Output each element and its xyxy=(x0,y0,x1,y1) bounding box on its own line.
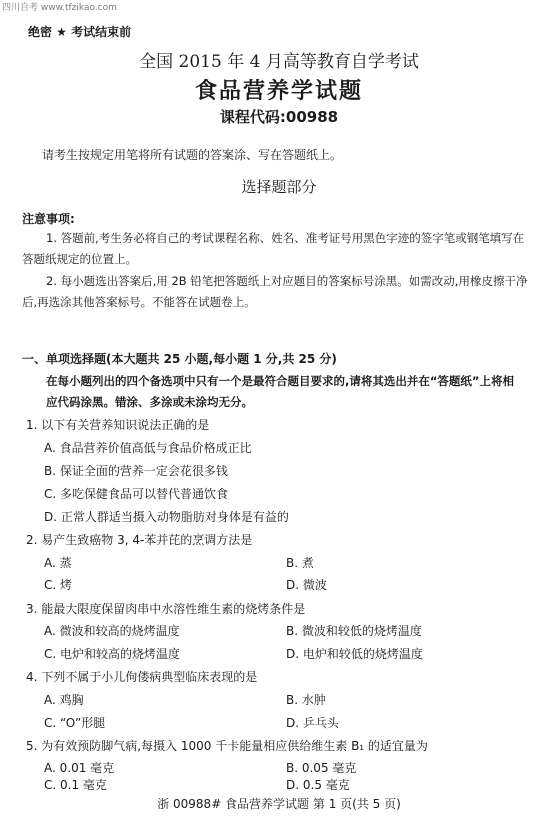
answer-option: C. 0.1 毫克 xyxy=(44,778,107,792)
general-instruction: 请考生按规定用笔将所有试题的答案涂、写在答题纸上。 xyxy=(42,148,343,162)
answer-option: C. 多吃保健食品可以替代普通饮食 xyxy=(44,487,229,501)
answer-option: D. 微波 xyxy=(286,578,327,592)
course-code: 课程代码:00988 xyxy=(219,108,339,126)
question-stem: 2. 易产生致癌物 3, 4-苯并芘的烹调方法是 xyxy=(26,533,253,547)
answer-option: B. 保证全面的营养一定会花很多钱 xyxy=(44,464,228,478)
answer-option: B. 水肿 xyxy=(286,693,326,707)
page-footer: 浙 00988# 食品营养学试题 第 1 页(共 5 页) xyxy=(157,797,401,811)
part-description: 在每小题列出的四个备选项中只有一个是最符合题目要求的,请将其选出并在“答题纸”上将相应代码涂黑。错涂、多涂或未涂均无分。 xyxy=(46,374,514,409)
answer-option: A. 微波和较高的烧烤温度 xyxy=(44,624,180,638)
section-title: 选择题部分 xyxy=(241,178,317,196)
answer-option: B. 0.05 毫克 xyxy=(286,761,357,775)
answer-option: B. 微波和较低的烧烤温度 xyxy=(286,624,422,638)
answer-option: A. 蒸 xyxy=(44,556,72,570)
question-stem: 1. 以下有关营养知识说法正确的是 xyxy=(26,418,210,432)
question-stem: 5. 为有效预防脚气病,每摄入 1000 千卡能量相应供给维生素 B₁ 的适宜量为 xyxy=(26,739,428,753)
answer-option: D. 0.5 毫克 xyxy=(286,778,350,792)
answer-option: D. 正常人群适当摄入动物脂肪对身体是有益的 xyxy=(44,510,289,524)
watermark-text: 四川自考 www.tfzikao.com xyxy=(2,3,117,13)
answer-option: C. 烤 xyxy=(44,578,73,592)
subject-title: 食品营养学试题 xyxy=(194,79,363,104)
answer-option: C. 电炉和较高的烧烤温度 xyxy=(44,647,181,661)
notes-heading: 注意事项: xyxy=(22,212,75,226)
question-stem: 4. 下列不属于小儿佝偻病典型临床表现的是 xyxy=(26,670,258,684)
answer-option: C. “O”形腿 xyxy=(44,716,106,730)
answer-option: D. 乒乓头 xyxy=(286,716,339,730)
note-item: 1. 答题前,考生务必将自己的考试课程名称、姓名、准考证号用黑色字迹的签字笔或钢笔填写在答题纸规定的位置上。 xyxy=(22,231,525,266)
exam-title: 全国 2015 年 4 月高等教育自学考试 xyxy=(139,52,419,72)
part-title: 一、单项选择题(本大题共 25 小题,每小题 1 分,共 25 分) xyxy=(22,352,337,366)
note-item: 2. 每小题选出答案后,用 2B 铅笔把答题纸上对应题目的答案标号涂黑。如需改动,用橡皮擦干净后,再选涂其他答案标号。不能答在试题卷上。 xyxy=(22,274,528,309)
question-stem: 3. 能最大限度保留肉串中水溶性维生素的烧烤条件是 xyxy=(26,602,306,616)
confidential-label: 绝密 ★ 考试结束前 xyxy=(28,25,132,39)
answer-option: D. 电炉和较低的烧烤温度 xyxy=(286,647,423,661)
answer-option: B. 煮 xyxy=(286,556,314,570)
answer-option: A. 食品营养价值高低与食品价格成正比 xyxy=(44,441,252,455)
answer-option: A. 鸡胸 xyxy=(44,693,84,707)
answer-option: A. 0.01 毫克 xyxy=(44,761,115,775)
